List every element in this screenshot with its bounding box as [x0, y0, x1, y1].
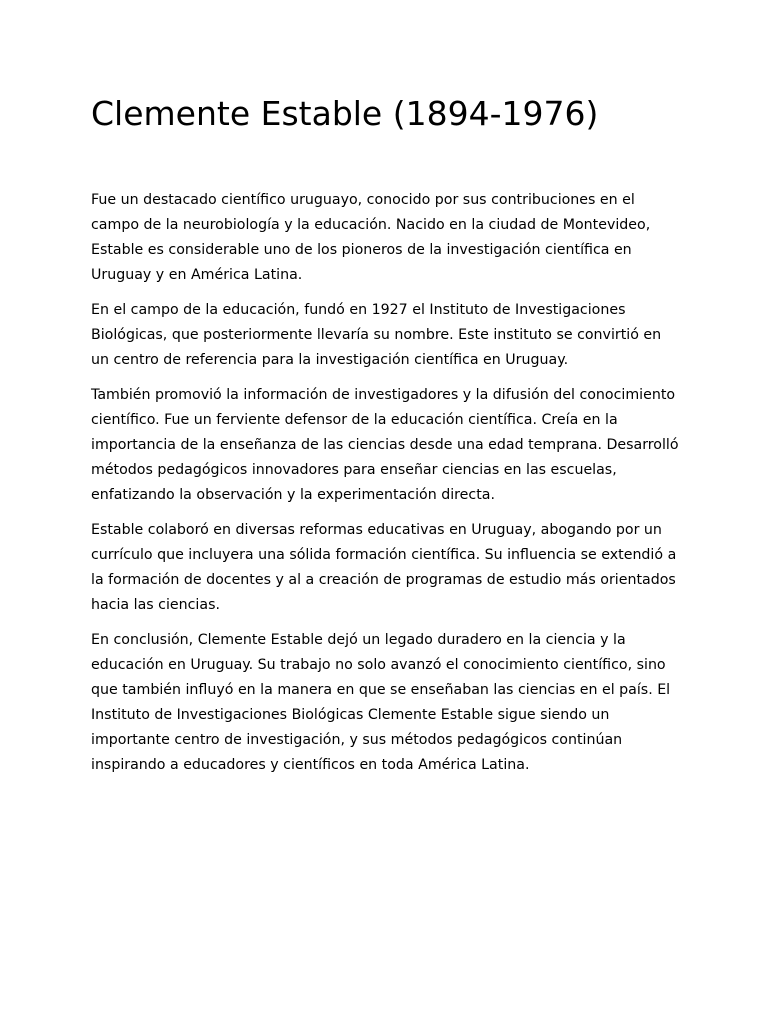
paragraph-5: En conclusión, Clemente Estable dejó un legado duradero en la ciencia y la educación en Uruguay. Su trabajo no solo avanzó el conocimiento científico, sino que también influyó en la manera en que se enseñaban las ciencias en el país. El Instituto de Investigaciones Biológicas Clemente Estable sigue siendo un importante centro de investigación, y sus métodos pedagógicos continúan inspirando a educadores y científicos en toda América Latina.	[91, 632, 671, 773]
document-page	[91, 0, 681, 788]
paragraph-4: Estable colaboró en diversas reformas educativas en Uruguay, abogando por un currículo que incluyera una sólida formación científica. Su influencia se extendió a la formación de docentes y al a creación de programas de estudio más orientados hacia las ciencias.	[91, 522, 677, 613]
document-body	[91, 188, 681, 778]
paragraph-1: Fue un destacado científico uruguayo, conocido por sus contribuciones en el campo de la neurobiología y la educación. Nacido en la ciudad de Montevideo, Estable es considerable uno de los pioneros de la investigación científica en Uruguay y en América Latina.	[91, 192, 651, 283]
paragraph-2: En el campo de la educación, fundó en 1927 el Instituto de Investigaciones Biológicas, que posteriormente llevaría su nombre. Este instituto se convirtió en un centro de referencia para la investigación científica en Uruguay.	[91, 302, 662, 368]
paragraph-3: También promovió la información de investigadores y la difusión del conocimiento científico. Fue un ferviente defensor de la educación científica. Creía en la importancia de la enseñanza de las ciencias desde una edad temprana. Desarrolló métodos pedagógicos innovadores para enseñar ciencias en las escuelas, enfatizando la observación y la experimentación directa.	[91, 387, 679, 503]
document-title: Clemente Estable (1894-1976)	[91, 94, 599, 133]
